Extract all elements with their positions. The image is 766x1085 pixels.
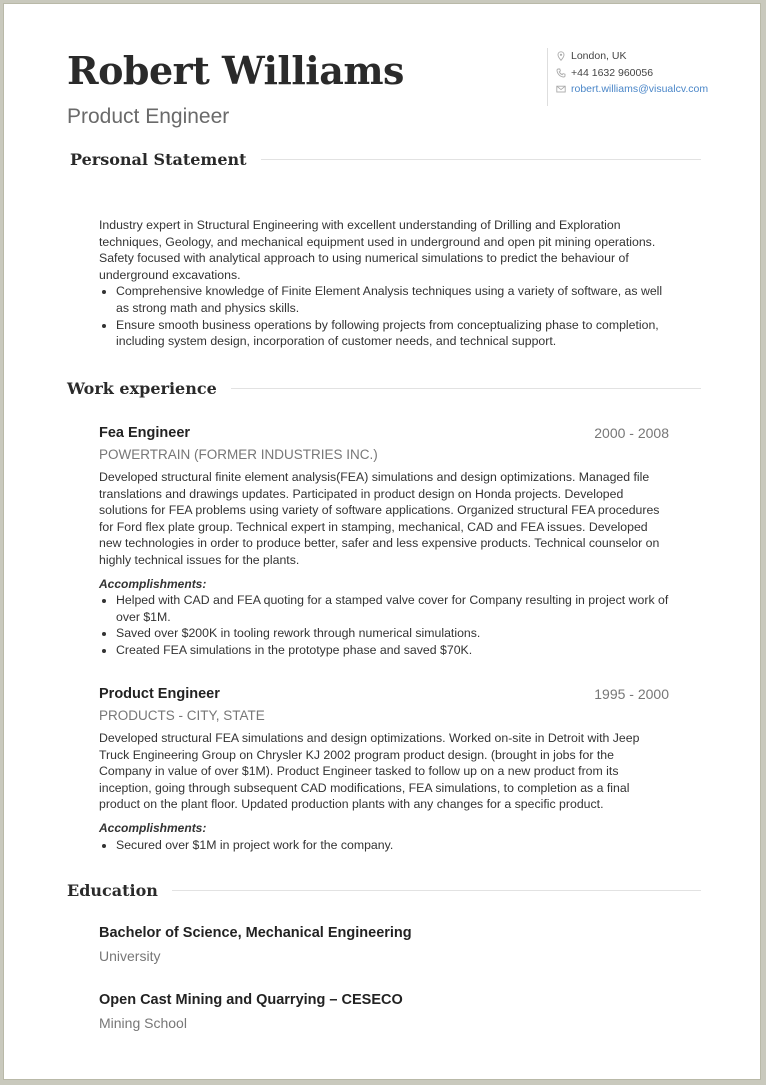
- job-body: [99, 469, 669, 659]
- job-header: [99, 423, 669, 443]
- section-divider: [261, 159, 701, 160]
- job-title: Product Engineer: [99, 686, 220, 702]
- envelope-icon: [556, 84, 566, 94]
- education-degree: Bachelor of Science, Mechanical Engineering: [99, 925, 412, 941]
- accomplishments-label: Accomplishments:: [99, 576, 207, 591]
- section-work-experience: [67, 376, 701, 400]
- list-item: • Saved over $200K in tooling rework through numerical simulations.: [116, 625, 669, 642]
- statement-bullets: [99, 283, 669, 349]
- job-years: 1995 - 2000: [594, 686, 669, 702]
- job-company: POWERTRAIN (FORMER INDUSTRIES INC.): [99, 447, 378, 462]
- list-item: • Created FEA simulations in the prototype phase and saved $70K.: [116, 642, 669, 659]
- education-school: University: [99, 948, 161, 964]
- job-header: [99, 684, 669, 704]
- list-item: • Secured over $1M in project work for the company.: [116, 837, 669, 854]
- list-item: • Comprehensive knowledge of Finite Element Analysis techniques using a variety of software, as well as strong math and physics skills.: [116, 283, 669, 316]
- accomplishments-list: [99, 592, 669, 658]
- personal-statement-body: [99, 217, 669, 350]
- contact-phone-text: +44 1632 960056: [571, 66, 654, 79]
- job-years: 2000 - 2008: [594, 425, 669, 441]
- education-school: Mining School: [99, 1015, 187, 1031]
- accomplishments-list: [99, 837, 669, 854]
- section-heading: Work experience: [67, 378, 217, 398]
- section-divider: [231, 388, 701, 389]
- job-body: [99, 730, 669, 853]
- list-item: • Ensure smooth business operations by following projects from conceptualizing phase to completion, including system design, incorporation of customer needs, and technical support.: [116, 317, 669, 350]
- contact-location: [556, 48, 707, 65]
- candidate-title: Product Engineer: [67, 105, 230, 128]
- section-heading: Education: [67, 880, 158, 900]
- candidate-name: Robert Williams: [67, 48, 404, 93]
- resume-page: [3, 3, 761, 1080]
- section-education: [67, 878, 701, 902]
- statement-paragraph: Industry expert in Structural Engineering with excellent understanding of Drilling and Exploration techniques, Geology, and mechanical equipment used in underground and open pit mining operations. Safety focused with analytical approach to using numerical simulations to predict the behaviour of underground excavations.: [99, 218, 656, 282]
- contact-location-text: London, UK: [571, 50, 627, 63]
- contact-info: [547, 48, 707, 106]
- accomplishments-label: Accomplishments:: [99, 820, 207, 835]
- job-company: PRODUCTS - CITY, STATE: [99, 708, 265, 723]
- section-personal-statement: [70, 147, 701, 171]
- job-title: Fea Engineer: [99, 425, 191, 441]
- contact-email-link[interactable]: robert.williams@visualcv.com: [571, 83, 709, 96]
- job-description: Developed structural FEA simulations and design optimizations. Worked on-site in Detroit with Jeep Truck Engineering Group on Chrysler KJ 2002 program product design. (brought in jobs for the Company in value of over $1M). Product Engineer tasked to follow up on a new product from its inception, going through subsequent CAD modifications, FEA simulations, to completion as a final product on the plant floor. Updated production plants with any changes for a specific product.: [99, 731, 640, 812]
- phone-icon: [556, 68, 566, 78]
- contact-phone: [556, 65, 707, 82]
- job-description: Developed structural finite element analysis(FEA) simulations and design optimizations. Managed file translations and drawings updates. Participated in product design on Honda projects. Developed solutions for FEA problems using variety of software applications. Organized structural FEA procedures for Ford flex plate group. Technical expert in stamping, mechanical, CAD and FEA issues. Developed new technologies in order to produce better, safer and less expensive products. Technical counselor on highly technical issues for the plants.: [99, 470, 660, 567]
- education-degree: Open Cast Mining and Quarrying – CESECO: [99, 992, 403, 1008]
- map-pin-icon: [556, 51, 566, 61]
- section-divider: [172, 890, 701, 891]
- section-heading: Personal Statement: [70, 149, 247, 169]
- contact-email[interactable]: [556, 81, 707, 98]
- list-item: • Helped with CAD and FEA quoting for a stamped valve cover for Company resulting in project work of over $1M.: [116, 592, 669, 625]
